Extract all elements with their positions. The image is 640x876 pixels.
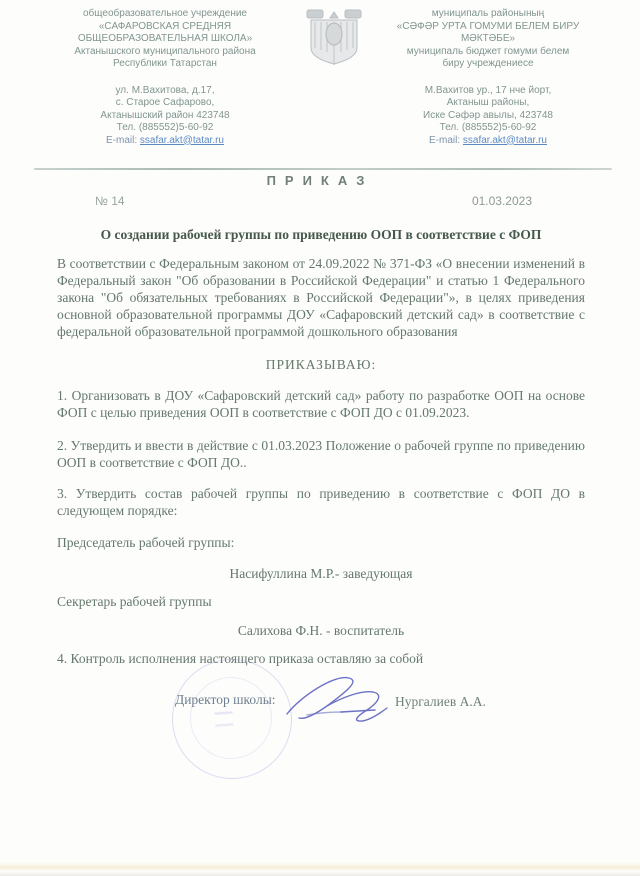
address-line: Актаныш районы,: [446, 97, 530, 108]
order-item-3: 3. Утвердить состав рабочей группы по приведению в соответствие с ФОП ДО в следующем порядке:: [57, 486, 585, 518]
chair-name: Насифуллина М.Р.- заведующая: [229, 566, 413, 581]
address-line: с. Старое Сафарово,: [115, 97, 215, 108]
letterhead-right-tatar: [376, 8, 600, 147]
coat-of-arms-icon: [303, 8, 365, 68]
org-line: «СӘФӘР УРТА ГОМУМИ БЕЛЕМ БИРУ: [396, 20, 580, 32]
email-link[interactable]: ssafar.akt@tatar.ru: [462, 134, 547, 146]
email-link[interactable]: ssafar.akt@tatar.ru: [139, 134, 224, 146]
email-label: E-mail:: [429, 134, 461, 146]
order-date: 01.03.2023: [471, 194, 532, 208]
order-number: № 14: [95, 194, 125, 208]
letterhead-separator-line: [34, 168, 612, 170]
email-line: [376, 135, 600, 148]
letterhead: [38, 8, 600, 147]
org-line: биру учреждениесе: [442, 58, 534, 69]
address-line: Иске Сәфәр авылы, 423748: [423, 109, 553, 121]
letterhead-left-russian: [38, 8, 292, 147]
signer-position: Директор школы:: [175, 692, 276, 707]
order-item-2: 2. Утвердить и ввести в действие с 01.03.2023 Положение о рабочей группе по приведению ООП в соответствие с ФОП ДО..: [57, 438, 585, 470]
paper-bottom-shadow: [0, 871, 640, 876]
phone-line: Тел. (885552)5-60-92: [439, 122, 537, 133]
order-heading: ПРИКАЗ: [266, 173, 374, 188]
address-line: М.Вахитов ур., 17 нче йорт,: [424, 84, 552, 96]
org-line: «САФАРОВСКАЯ СРЕДНЯЯ: [98, 20, 232, 32]
order-item-1: 1. Организовать в ДОУ «Сафаровский детский сад» работу по разработке ООП на основе ФОП с целью приведения ООП в соответствие с ФОП ДО с 01.09.2023.: [57, 388, 585, 420]
address-block: [38, 85, 292, 148]
org-line: Актанышского муниципального района: [74, 45, 256, 57]
order-item-4: 4. Контроль исполнения настоящего приказа оставляю за собой: [57, 651, 424, 666]
emblem-container: [299, 8, 369, 147]
email-label: E-mail:: [106, 134, 138, 146]
secretary-label: Секретарь рабочей группы: [57, 594, 212, 609]
address-line: Актанышский район 423748: [100, 109, 230, 121]
order-meta-row: [95, 194, 532, 208]
paper-bottom-edge: [0, 862, 640, 870]
org-line: МӘКТӘБЕ»: [460, 33, 516, 44]
order-resolve-word: ПРИКАЗЫВАЮ:: [265, 357, 377, 372]
org-line: муниципаль бюджет гомуми белем: [406, 45, 570, 57]
order-title: О создании рабочей группы по приведению ООП в соответствие с ФОП: [100, 227, 542, 242]
address-line: ул. М.Вахитова, д.17,: [115, 84, 215, 96]
signature-row: [175, 690, 575, 750]
org-line: Республики Татарстан: [113, 58, 217, 69]
order-intro-paragraph: В соответствии с Федеральным законом от 24.09.2022 № 371-ФЗ «О внесении изменений в Федеральный закон "Об образовании в Российской Федерации" и статью 1 Федерального закона "Об обязательных требованиях в Российской Федерации"», в целях приведения основной образовательной программы ДОУ «Сафаровский детский сад» в соответствие с федеральной образовательной программой дошкольного образования: [57, 256, 585, 339]
org-line: муниципаль районының: [431, 8, 545, 19]
secretary-name: Салихова Ф.Н. - воспитатель: [237, 623, 405, 638]
signer-name: Нургалиев А.А.: [395, 694, 486, 709]
chair-label: Председатель рабочей группы:: [57, 535, 235, 550]
org-line: ОБЩЕОБРАЗОВАТЕЛЬНАЯ ШКОЛА»: [77, 33, 253, 44]
email-line: [38, 135, 292, 148]
phone-line: Тел. (885552)5-60-92: [116, 122, 214, 133]
address-block: [376, 85, 600, 148]
signature-scribble: [283, 668, 398, 730]
org-line: общеобразовательное учреждение: [83, 8, 247, 19]
order-body: [57, 226, 585, 667]
